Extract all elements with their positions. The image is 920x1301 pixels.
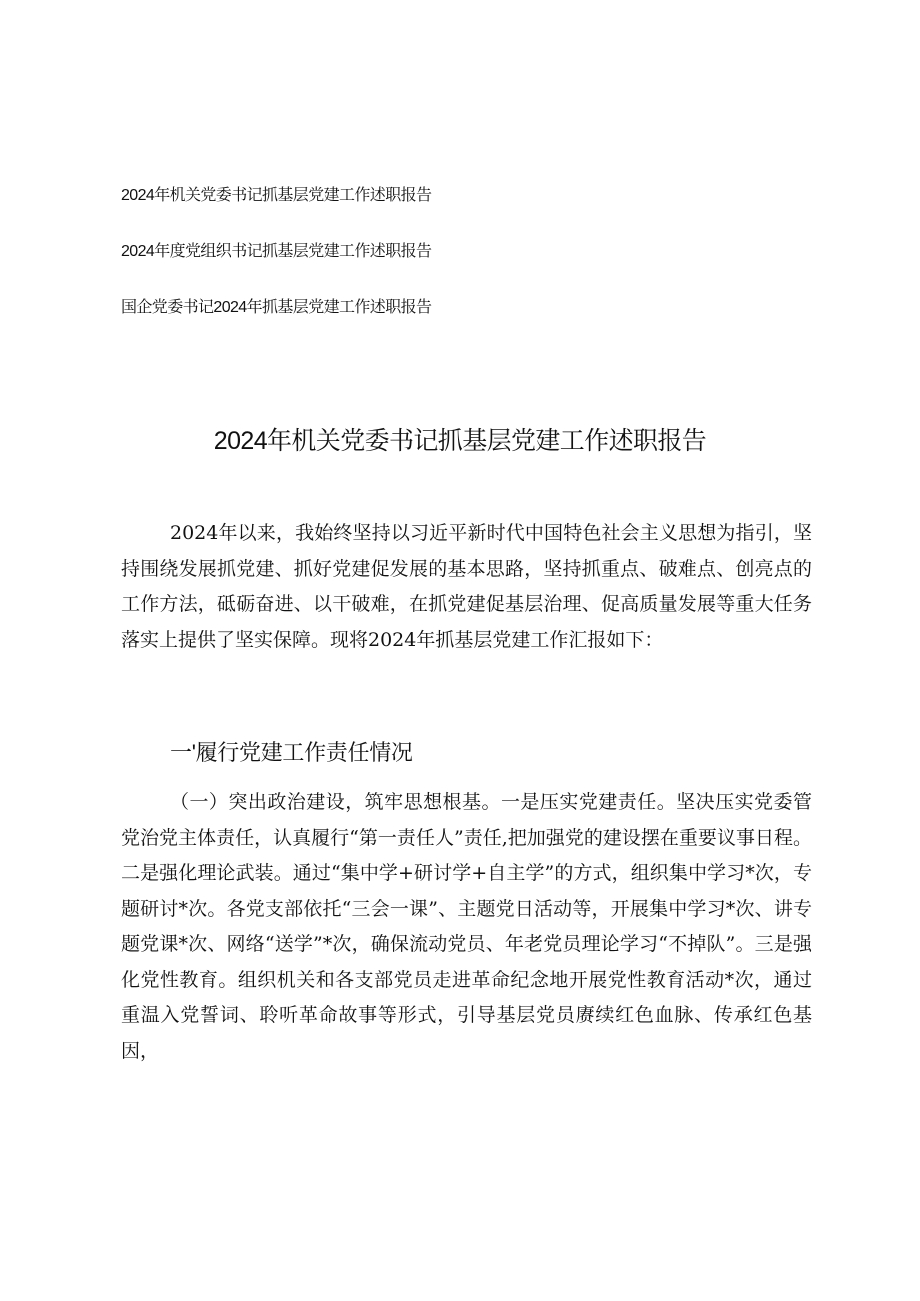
toc-list <box>121 186 621 354</box>
section-paragraph: （一）突出政治建设，筑牢思想根基。一是压实党建责任。坚决压实党委管党治党主体责任，认真履行“第一责任人”责任,把加强党的建设摆在重要议事日程。二是强化理论武装。通过“集中学+研讨学+自主学”的方式，组织集中学习*次，专题研讨*次。各党支部依托“三会一课”、主题党日活动等，开展集中学习*次、讲专题党课*次、网络“送学”*次，确保流动党员、年老党员理论学习“不掉队”。三是强化党性教育。组织机关和各支部党员走进革命纪念地开展党性教育活动*次，通过重温入党誓词、聆听革命故事等形式，引导基层党员赓续红色血脉、传承红色基因， <box>121 791 812 1062</box>
intro-paragraph: 2024年以来，我始终坚持以习近平新时代中国特色社会主义思想为指引，坚持围绕发展抓党建、抓好党建促发展的基本思路，坚持抓重点、破难点、创亮点的工作方法，砥砺奋进、以干破难，在抓党建促基层治理、促高质量发展等重大任务落实上提供了坚实保障。现将2024年抓基层党建工作汇报如下： <box>121 522 812 651</box>
toc-item: 2024年机关党委书记抓基层党建工作述职报告 <box>121 187 432 204</box>
document-title: 2024年机关党委书记抓基层党建工作述职报告 <box>213 427 707 455</box>
toc-item: 国企党委书记2024年抓基层党建工作述职报告 <box>121 299 432 316</box>
section-heading: 一'履行党建工作责任情况 <box>170 740 413 765</box>
toc-item: 2024年度党组织书记抓基层党建工作述职报告 <box>121 243 432 260</box>
